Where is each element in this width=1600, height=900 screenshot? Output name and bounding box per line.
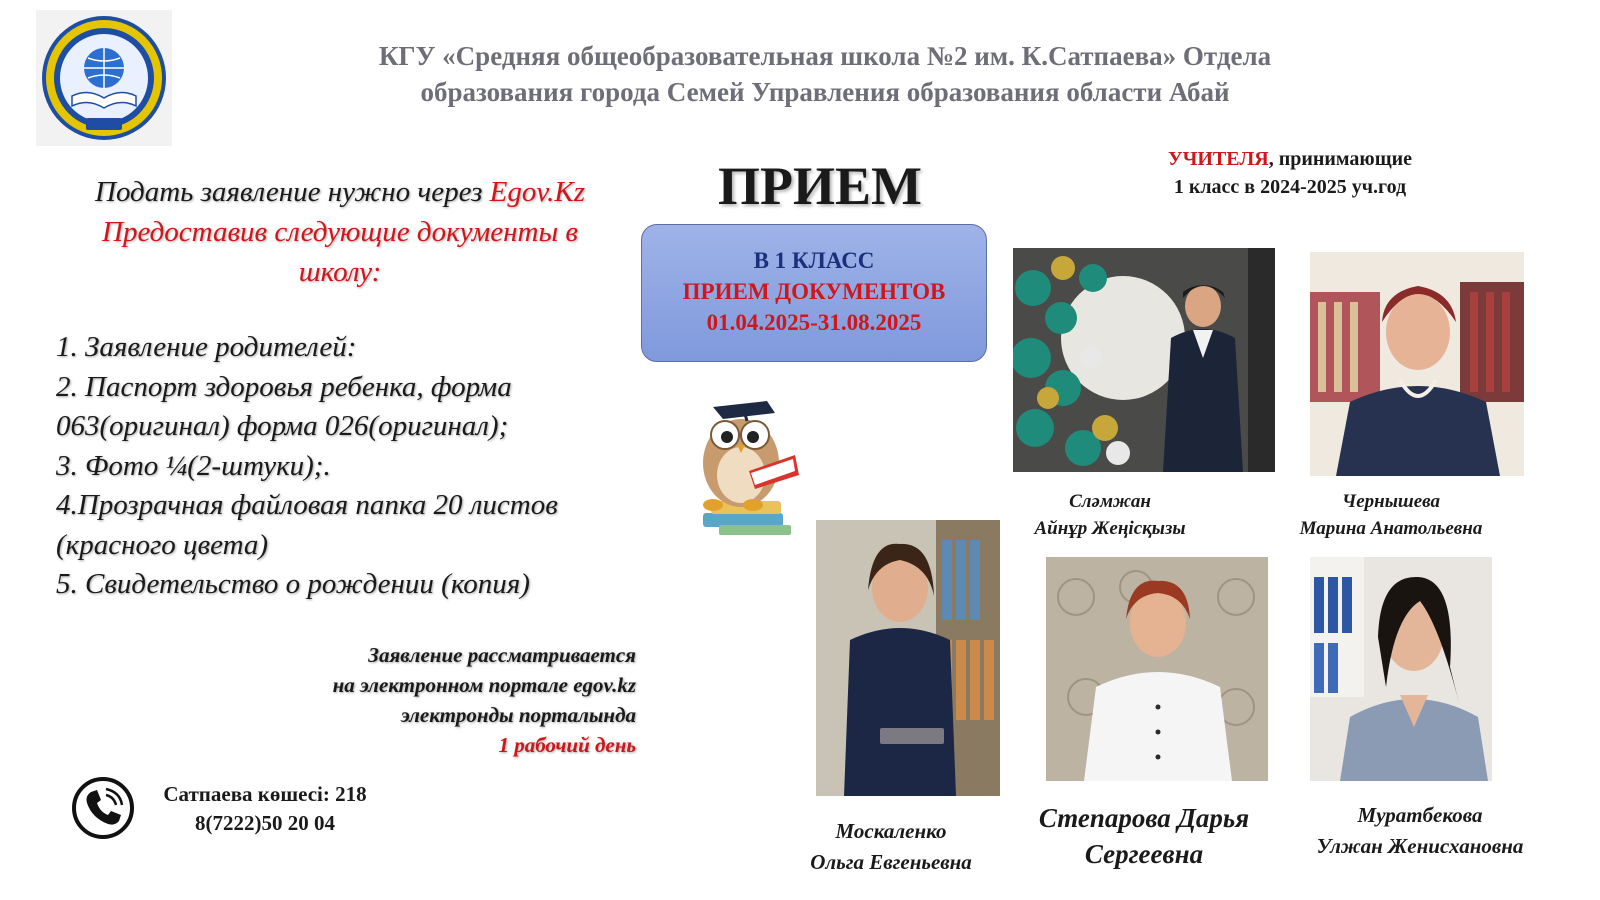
review-line-1: Заявление рассматривается [368,643,636,667]
header-line-2: образования города Семей Управления образования области Абай [420,77,1230,107]
teacher-given-name: Айнұр Жеңісқызы [1034,518,1186,539]
teacher-photo-3 [804,508,1012,808]
teacher-caption-1 [1005,488,1215,542]
document-item: 5. Свидетельство о рождении (копия) [56,568,530,600]
teacher-caption-5 [1290,800,1550,862]
teachers-title-rest: , принимающие [1268,148,1412,170]
documents-list [56,328,656,605]
teacher-caption-3 [780,816,1002,878]
teacher-given-name: Марина Анатольевна [1299,518,1483,539]
school-logo [36,10,172,146]
admission-box [641,224,987,362]
header-title [300,38,1350,110]
review-line-4: 1 рабочий день [498,733,636,757]
teachers-highlight: УЧИТЕЛЯ [1168,148,1269,170]
admission-grade: В 1 КЛАСС [753,248,875,273]
admission-dates: 01.04.2025-31.08.2025 [706,310,922,335]
teacher-photo-1 [1001,236,1287,484]
document-item: 1. Заявление родителей: [56,331,357,363]
school-emblem-icon [36,10,172,146]
egov-link-text: Egov.Kz [489,176,585,208]
teacher-caption-4 [1024,800,1264,872]
apply-instructions [40,172,640,292]
review-line-2: на электронном портале egov.kz [332,673,636,697]
teacher-surname: Муратбекова [1357,803,1483,827]
teacher-given-name: Улжан Женисхановна [1316,834,1524,858]
teachers-title [1120,145,1460,201]
owl-illustration [683,385,809,540]
teacher-given-name: Ольга Евгеньевна [810,850,972,874]
address-text: Сатпаева көшесі: 218 [163,782,367,806]
document-item: 3. Фото ¼(2-штуки);. [56,449,331,482]
phone-number: 8(7222)50 20 04 [195,811,335,835]
teacher-photo-4 [1034,545,1280,793]
teacher-surname: Москаленко [835,819,947,843]
apply-line-2: Предоставив следующие документы в [102,216,578,248]
teacher-photo-5 [1298,545,1504,793]
admission-title: ПРИЕМ [718,156,922,216]
teacher-caption-2 [1280,488,1502,542]
teacher-surname: Чернышева [1342,491,1440,512]
teacher-given-name: Сергеевна [1084,839,1204,869]
review-line-3: электронды порталында [400,703,636,727]
document-item: 4.Прозрачная файловая папка 20 листов (красного цвета) [56,489,558,561]
teachers-title-line-1 [1120,145,1460,173]
admission-docs-label: ПРИЕМ ДОКУМЕНТОВ [682,279,946,304]
header-line-1: КГУ «Средняя общеобразовательная школа №2 им. К.Сатпаева» Отдела [378,41,1272,71]
apply-line-1 [40,172,640,212]
review-note [200,640,636,760]
owl-reading-icon [683,385,809,540]
apply-prefix: Подать заявление нужно через [95,176,490,208]
teacher-photo-2 [1298,240,1536,488]
teachers-title-line-2: 1 класс в 2024-2025 уч.год [1173,176,1407,198]
phone-icon [70,775,136,841]
document-item: 2. Паспорт здоровья ребенка, форма 063(оригинал) форма 026(оригинал); [56,370,512,442]
contact-info [150,780,380,838]
apply-line-3: школу: [298,256,382,288]
teacher-surname: Степарова Дарья [1038,803,1250,833]
teacher-surname: Сләмжан [1069,491,1151,512]
